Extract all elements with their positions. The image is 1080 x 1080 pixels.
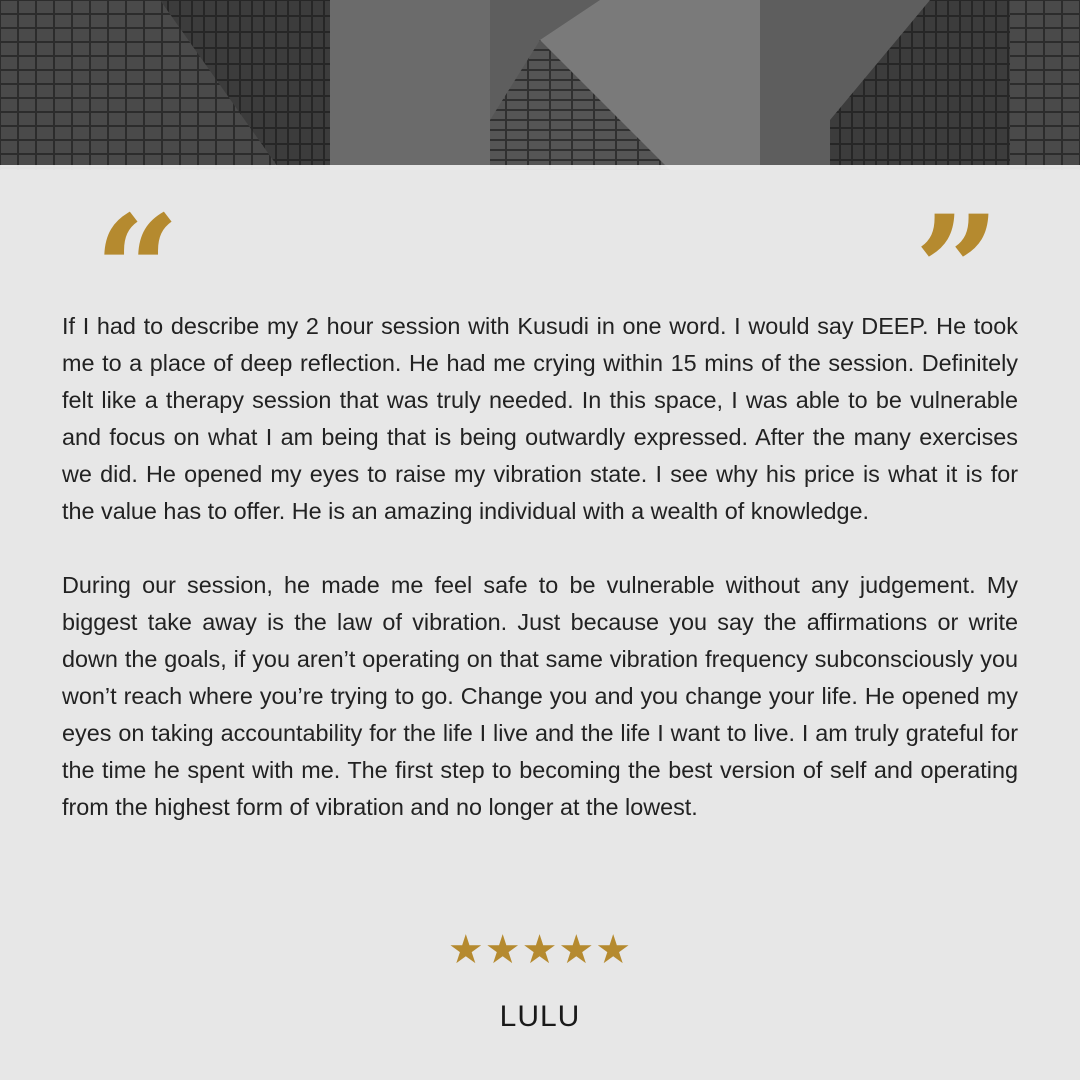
close-quote-icon: ” <box>914 183 1001 359</box>
author-name: LULU <box>499 1000 581 1033</box>
open-quote-icon: “ <box>94 183 181 359</box>
testimonial-paragraph: If I had to describe my 2 hour session with Kusudi in one word. I would say DEEP. He took me to a place of deep reflection. He had me crying within 15 mins of the session. Definitely felt like a therapy session that was truly needed. In this space, I was able to be vulnerable and focus on what I am being that is being outwardly expressed. After the many exercises we did. He opened my eyes to raise my vibration state. I see why his price is what it is for the value has to offer. He is an amazing individual with a wealth of knowledge. <box>62 313 1018 524</box>
star-rating: ★★★★★ <box>447 927 633 973</box>
testimonial-text <box>62 308 1018 826</box>
testimonial-paragraph: During our session, he made me feel safe to be vulnerable without any judgement. My biggest take away is the law of vibration. Just because you say the affirmations or write down the goals, if you aren’t operating on that same vibration frequency subconsciously you won’t reach where you’re trying to go. Change you and you change your life. He opened my eyes on taking accountability for the life I live and the life I want to live. I am truly grateful for the time he spent with me. The first step to becoming the best version of self and operating from the highest form of vibration and no longer at the lowest. <box>62 572 1018 820</box>
